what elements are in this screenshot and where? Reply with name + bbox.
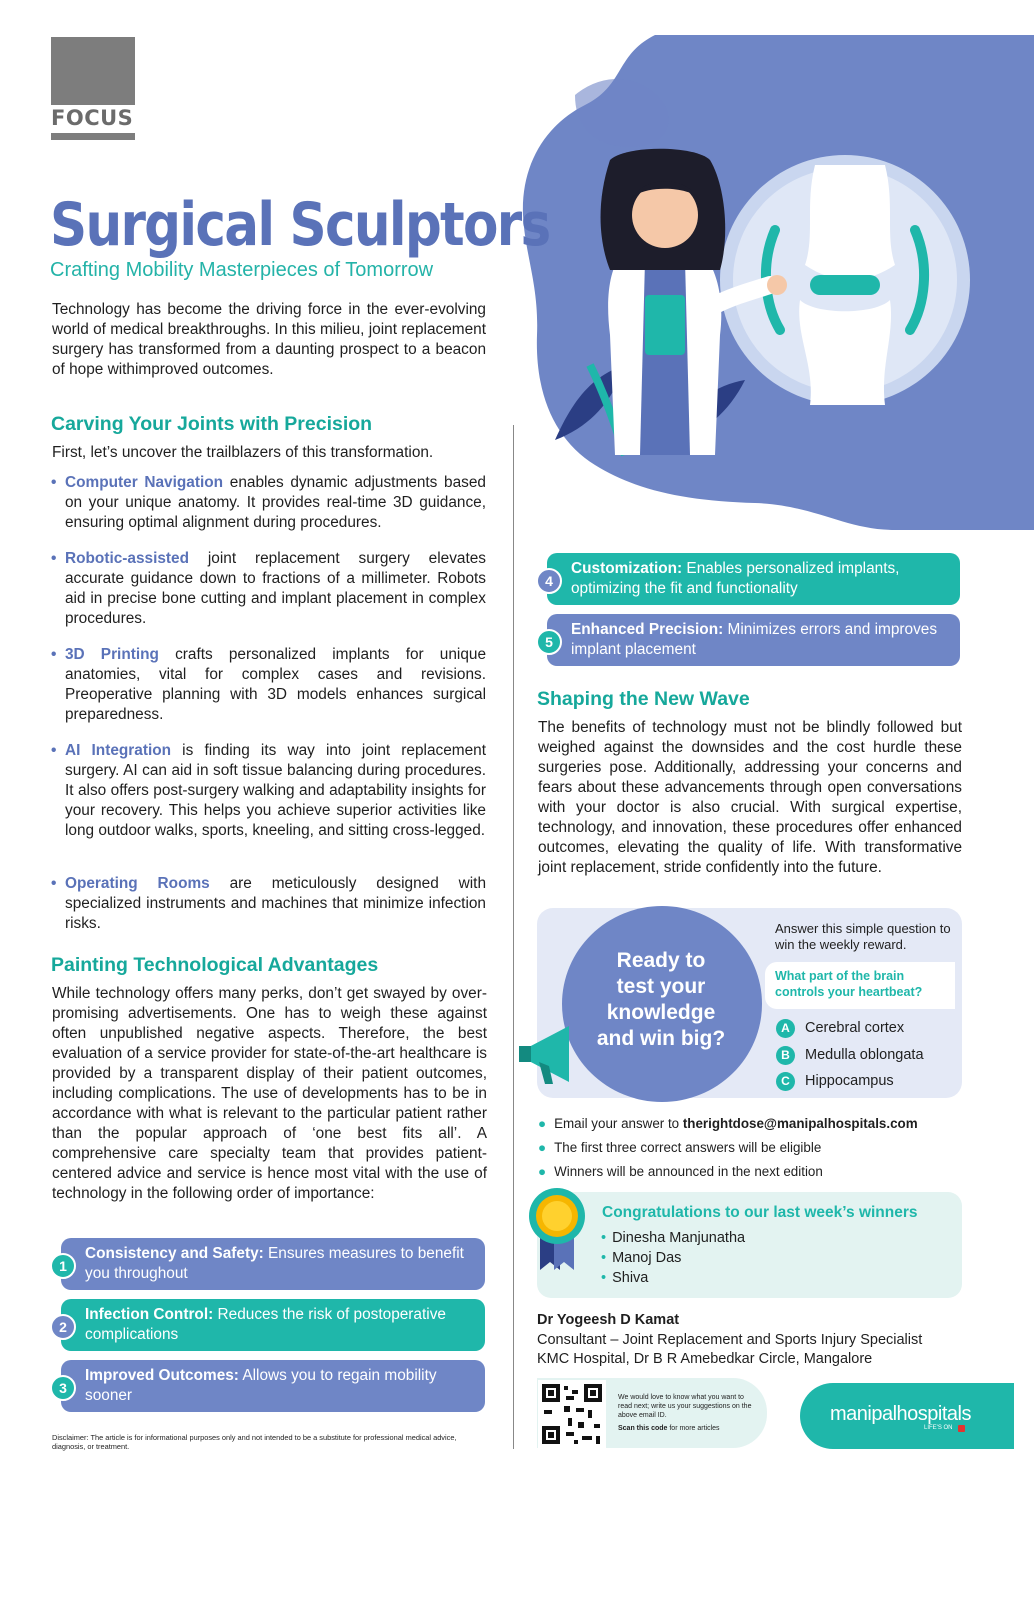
bullet-dot: ● [538, 1164, 547, 1179]
bullet-keyword: 3D Printing [65, 646, 159, 663]
bullet-text: joint replacement surgery elevates accurate guidance down to fractions of a millimeter. Robots aid in precise bone cutting and implant placement in complex procedures. [65, 550, 486, 627]
advantage-pill-5 [547, 614, 960, 666]
bullet-dot: • [51, 646, 57, 663]
winner-name-text: Dinesha Manjunatha [612, 1230, 746, 1246]
winner-name-text: Shiva [612, 1270, 649, 1286]
plus-icon [958, 1425, 965, 1432]
medal-icon [526, 1186, 588, 1272]
quiz-option-b [776, 1046, 924, 1065]
author-role: Consultant – Joint Replacement and Sports Injury Specialist [537, 1332, 923, 1348]
author-name: Dr Yogeesh D Kamat [537, 1312, 680, 1328]
rule-text: The first three correct answers will be eligible [554, 1140, 822, 1155]
advantage-pill-2 [61, 1299, 485, 1351]
list-item [51, 874, 487, 934]
list-item [51, 741, 486, 841]
quiz-option-a [776, 1019, 904, 1038]
bullet-keyword: Computer Navigation [65, 474, 224, 491]
section3-paragraph: The benefits of technology must not be blindly followed but weighed against the downsides and the cost hurdle these surgeries pose. Additionally, addressing your concerns and fears about these advancements through open conversations with your doctor is also crucial. With surgical expertise, technology, and innovation, these procedures offer enhanced outcomes, elevating the quality of life. With transformative joint replacement, stride confidently into the future. [538, 719, 962, 876]
quiz-rule [538, 1116, 918, 1131]
section-heading-painting: Painting Technological Advantages [51, 954, 379, 976]
quiz-rule [538, 1164, 823, 1179]
focus-label: FOCUS [51, 106, 134, 130]
number-badge: 1 [50, 1253, 76, 1279]
bullet-dot: • [601, 1230, 607, 1246]
list-item [51, 645, 487, 725]
bullet-keyword: AI Integration [65, 742, 172, 759]
advantage-text: Minimizes errors and improves implant placement [571, 621, 938, 658]
option-letter: C [776, 1072, 795, 1091]
brand-tagline: LIFE'S ON [924, 1425, 953, 1431]
bullet-text: crafts personalized implants for unique anatomies, vital for complex cases and revisions. Preoperative planning with 3D models enhances surgical preparedness. [65, 646, 487, 723]
advantage-title: Enhanced Precision: [571, 621, 724, 638]
manipal-logo [800, 1383, 1014, 1449]
winner-name [601, 1230, 745, 1246]
quiz-prompt: Answer this simple question to win the weekly reward. [775, 921, 951, 952]
bullet-keyword: Operating Rooms [65, 875, 210, 892]
number-badge: 5 [536, 629, 562, 655]
doctor-knee-illustration [515, 35, 1034, 530]
bullet-text: enables dynamic adjustments based on your unique anatomy. It provides real-time 3D guidance, ensuring optimal alignment during procedures. [65, 474, 486, 531]
bullet-dot: • [51, 550, 57, 567]
intro-paragraph: Technology has become the driving force in the ever-evolving world of medical breakthroughs. In this milieu, joint replacement surgery has transformed from a daunting prospect to a beacon of hope withimproved outcomes. [52, 301, 486, 378]
bullet-dot: • [51, 742, 57, 759]
bullet-text: is finding its way into joint replacement surgery. AI can aid in soft tissue balancing during procedures. It also offers post-surgery walking and adaptability insights for your recovery. This helps you achieve superior activities like long outdoor walks, sports, kneeling, and sitting cross-legged. [65, 742, 486, 839]
bullet-dot: ● [538, 1140, 547, 1155]
quiz-option-c [776, 1072, 894, 1091]
bullet-dot: • [51, 875, 57, 892]
bullet-keyword: Robotic-assisted [65, 550, 190, 567]
advantage-pill-3 [61, 1360, 485, 1412]
number-badge: 4 [536, 568, 562, 594]
quiz-question: What part of the brain controls your heartbeat? [775, 969, 923, 999]
page-subtitle: Crafting Mobility Masterpieces of Tomorrow [50, 259, 434, 281]
advantage-text: Reduces the risk of postoperative complications [85, 1306, 446, 1343]
contact-email[interactable]: therightdose@manipalhospitals.com [682, 1116, 918, 1131]
section-lead: First, let’s uncover the trailblazers of this transformation. [52, 444, 434, 461]
quiz-rule [538, 1140, 821, 1155]
advantage-title: Improved Outcomes: [85, 1367, 239, 1384]
section-heading-carving: Carving Your Joints with Precision [51, 413, 373, 435]
option-text: Hippocampus [805, 1073, 894, 1089]
bullet-dot: • [601, 1250, 607, 1266]
number-badge: 3 [50, 1375, 76, 1401]
bullet-dot: • [51, 474, 57, 491]
column-divider [513, 425, 514, 1449]
option-letter: A [776, 1019, 795, 1038]
advantage-title: Infection Control: [85, 1306, 214, 1323]
advantage-pill-4 [547, 553, 960, 605]
option-text: Cerebral cortex [805, 1020, 905, 1036]
bullet-dot: ● [538, 1116, 547, 1131]
winner-name [601, 1250, 681, 1266]
scan-text [618, 1425, 720, 1432]
section2-paragraph: While technology offers many perks, don’t get swayed by over-promising advertisements. One has to weigh these against often unpublished negative aspects. Therefore, the best evaluation of a service provider for state-of-the-art healthcare is provided by a transparent display of their patient outcomes, including complications. The use of developments has to be in accordance with what is relevant to the particular patient rather than the popular approach of ‘one best fits all’. A comprehensive care specialty team that provides patient-centered advice and service is hence most vital with the use of technology in the following order of importance: [52, 985, 487, 1202]
brand-name: manipalhospitals [830, 1403, 971, 1425]
megaphone-icon [519, 1018, 589, 1090]
bullet-dot: • [601, 1270, 607, 1286]
section-heading-shaping: Shaping the New Wave [537, 688, 750, 710]
list-item [51, 473, 486, 533]
advantage-text: Ensures measures to benefit you throughout [85, 1245, 464, 1282]
advantage-text: Allows you to regain mobility sooner [85, 1367, 437, 1404]
advantage-text: Enables personalized implants, optimizing the fit and functionality [571, 560, 900, 597]
feedback-text: We would love to know what you want to read next; write us your suggestions on the above email ID. [618, 1394, 752, 1419]
rule-text: Email your answer to [554, 1116, 683, 1131]
page-title: Surgical Sculptors [50, 190, 550, 260]
advantage-title: Consistency and Safety: [85, 1245, 264, 1262]
winner-name-text: Manoj Das [612, 1250, 682, 1266]
focus-logo-bar [51, 133, 135, 140]
option-text: Medulla oblongata [805, 1047, 924, 1063]
qr-code-icon[interactable] [538, 1380, 606, 1448]
quiz-callout: Ready to test your knowledge and win big? [596, 949, 726, 1050]
scan-rest: for more articles [667, 1425, 720, 1432]
scan-bold: Scan this code [618, 1425, 668, 1432]
option-letter: B [776, 1046, 795, 1065]
focus-logo-square [51, 37, 135, 105]
disclaimer: Disclaimer: The article is for informational purposes only and not intended to be a substitute for professional medical advice, diagnosis, or treatment. [52, 1433, 457, 1451]
rule-text: Winners will be announced in the next edition [554, 1164, 823, 1179]
advantage-pill-1 [61, 1238, 485, 1290]
bullet-text: are meticulously designed with specialized instruments and machines that minimize infection risks. [65, 875, 487, 932]
focus-logo [51, 37, 135, 144]
number-badge: 2 [50, 1314, 76, 1340]
list-item [51, 549, 486, 629]
winners-heading: Congratulations to our last week’s winners [602, 1204, 918, 1221]
author-place: KMC Hospital, Dr B R Amebedkar Circle, Mangalore [537, 1351, 873, 1367]
winner-name [601, 1270, 648, 1286]
advantage-title: Customization: [571, 560, 683, 577]
